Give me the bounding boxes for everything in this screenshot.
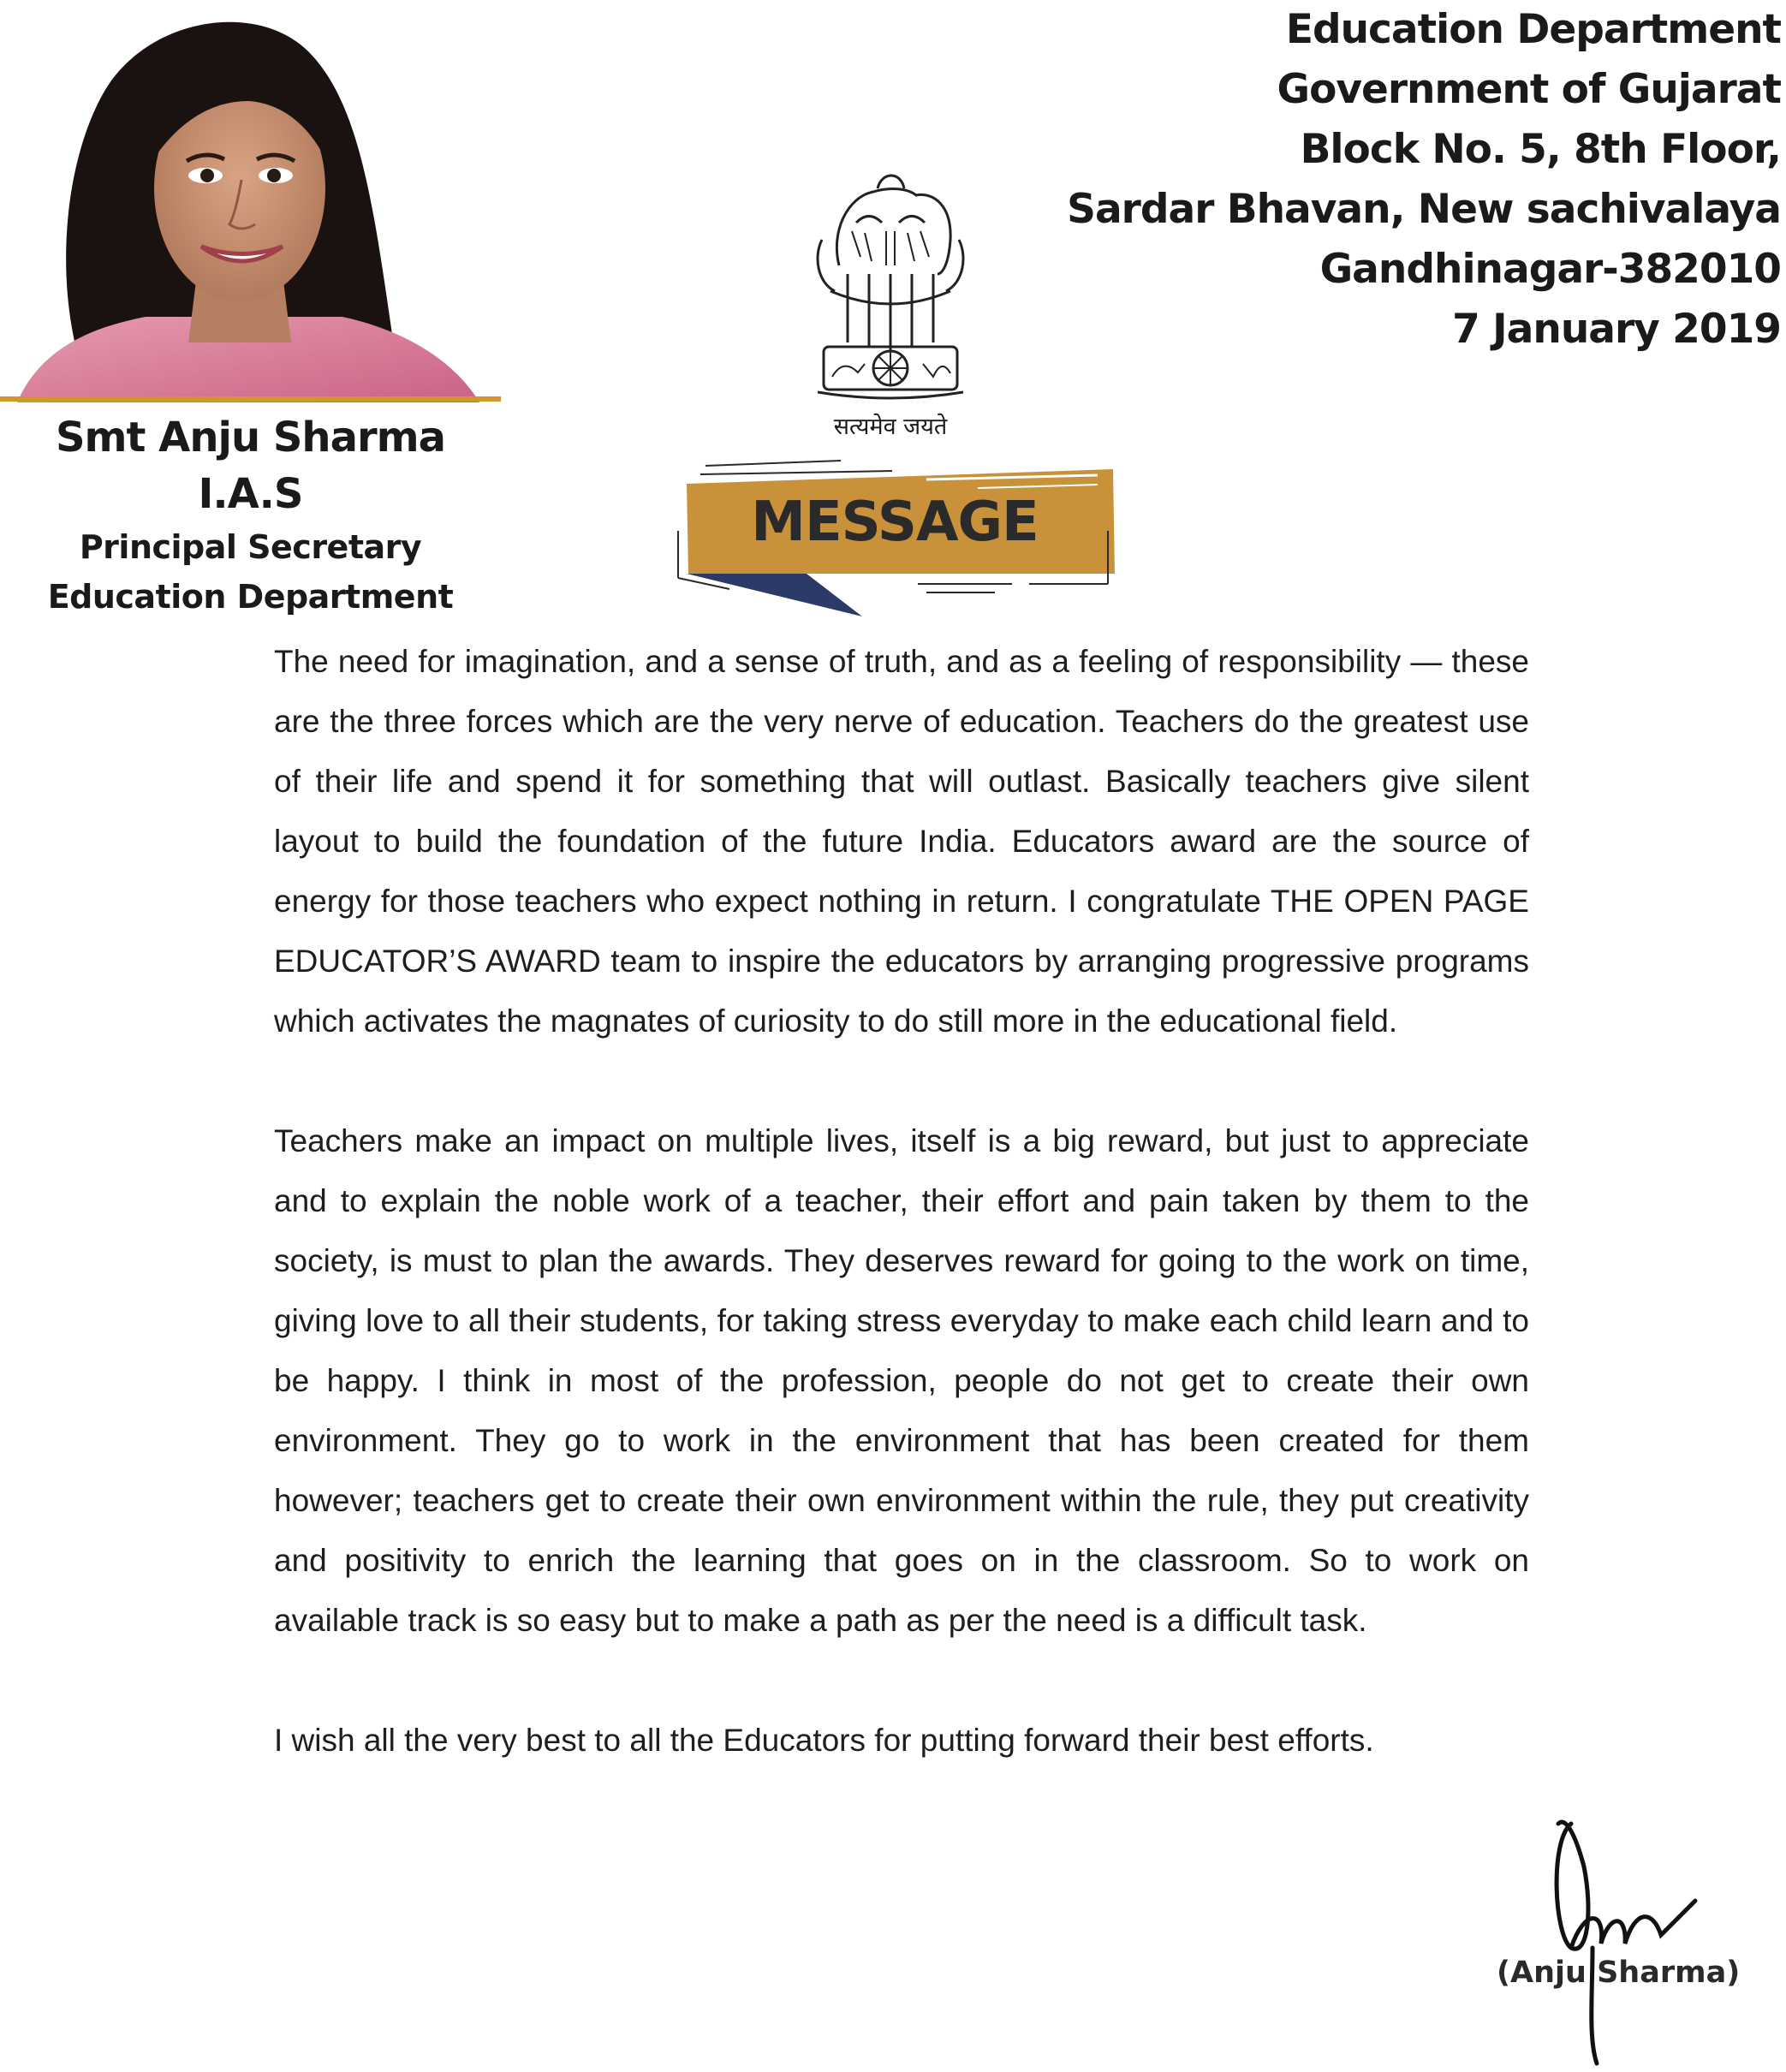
signatory-name: (Anju Sharma) bbox=[1497, 1956, 1741, 1990]
message-heading: MESSAGE bbox=[751, 491, 1039, 554]
address-line: Sardar Bhavan, New sachivalaya bbox=[1067, 186, 1781, 233]
portrait-photo bbox=[0, 0, 501, 402]
paragraph: Teachers make an impact on multiple lives, itself is a big reward, but just to appreciate and to explain the noble work of a teacher, their effort and pain taken by them to the society, is must to plan the awards. They deserves reward for going to the work on time, giving love to all their students, for taking stress everyday to make each child learn and to be happy. I think in most of the profession, people do not get to create their own environment. They go to work in the environment that has been created for them however; teachers get to create their own environment within the rule, they put creativity and positivity to enrich the learning that goes on in the classroom. So to work on available track is so easy but to make a path as per the need is a difficult task. bbox=[274, 1123, 1529, 1638]
person-name: Smt Anju Sharma I.A.S bbox=[55, 414, 446, 518]
handwritten-signature-icon bbox=[1490, 1807, 1721, 2068]
address-line: Gandhinagar-382010 bbox=[1319, 246, 1781, 293]
national-emblem-icon bbox=[805, 171, 976, 415]
emblem-motto: सत्यमेव जयते bbox=[833, 414, 948, 440]
person-title: Principal Secretary bbox=[79, 528, 422, 566]
paragraph: I wish all the very best to all the Educators for putting forward their best efforts. bbox=[274, 1723, 1374, 1758]
person-block bbox=[0, 409, 501, 622]
photo-divider bbox=[0, 396, 501, 402]
address-line: Government of Gujarat bbox=[1277, 66, 1781, 113]
letter-date: 7 January 2019 bbox=[1452, 306, 1781, 353]
paragraph: The need for imagination, and a sense of truth, and as a feeling of responsibility — these are the three forces which are the very nerve of education. Teachers do the greatest use of their life and spend it for something that will outlast. Basically teachers give silent layout to build the foundation of the future India. Educators award are the source of energy for those teachers who expect nothing in return. I congratulate THE OPEN PAGE EDUCATOR’S AWARD team to inspire the educators by arranging progressive programs which activates the magnates of curiosity to do still more in the educational field. bbox=[274, 644, 1529, 1039]
address-line: Education Department bbox=[1285, 6, 1781, 53]
message-body bbox=[274, 632, 1529, 1771]
person-department: Education Department bbox=[47, 578, 454, 616]
sender-address bbox=[1045, 0, 1781, 360]
address-line: Block No. 5, 8th Floor, bbox=[1300, 126, 1781, 173]
portrait-icon bbox=[0, 0, 501, 402]
